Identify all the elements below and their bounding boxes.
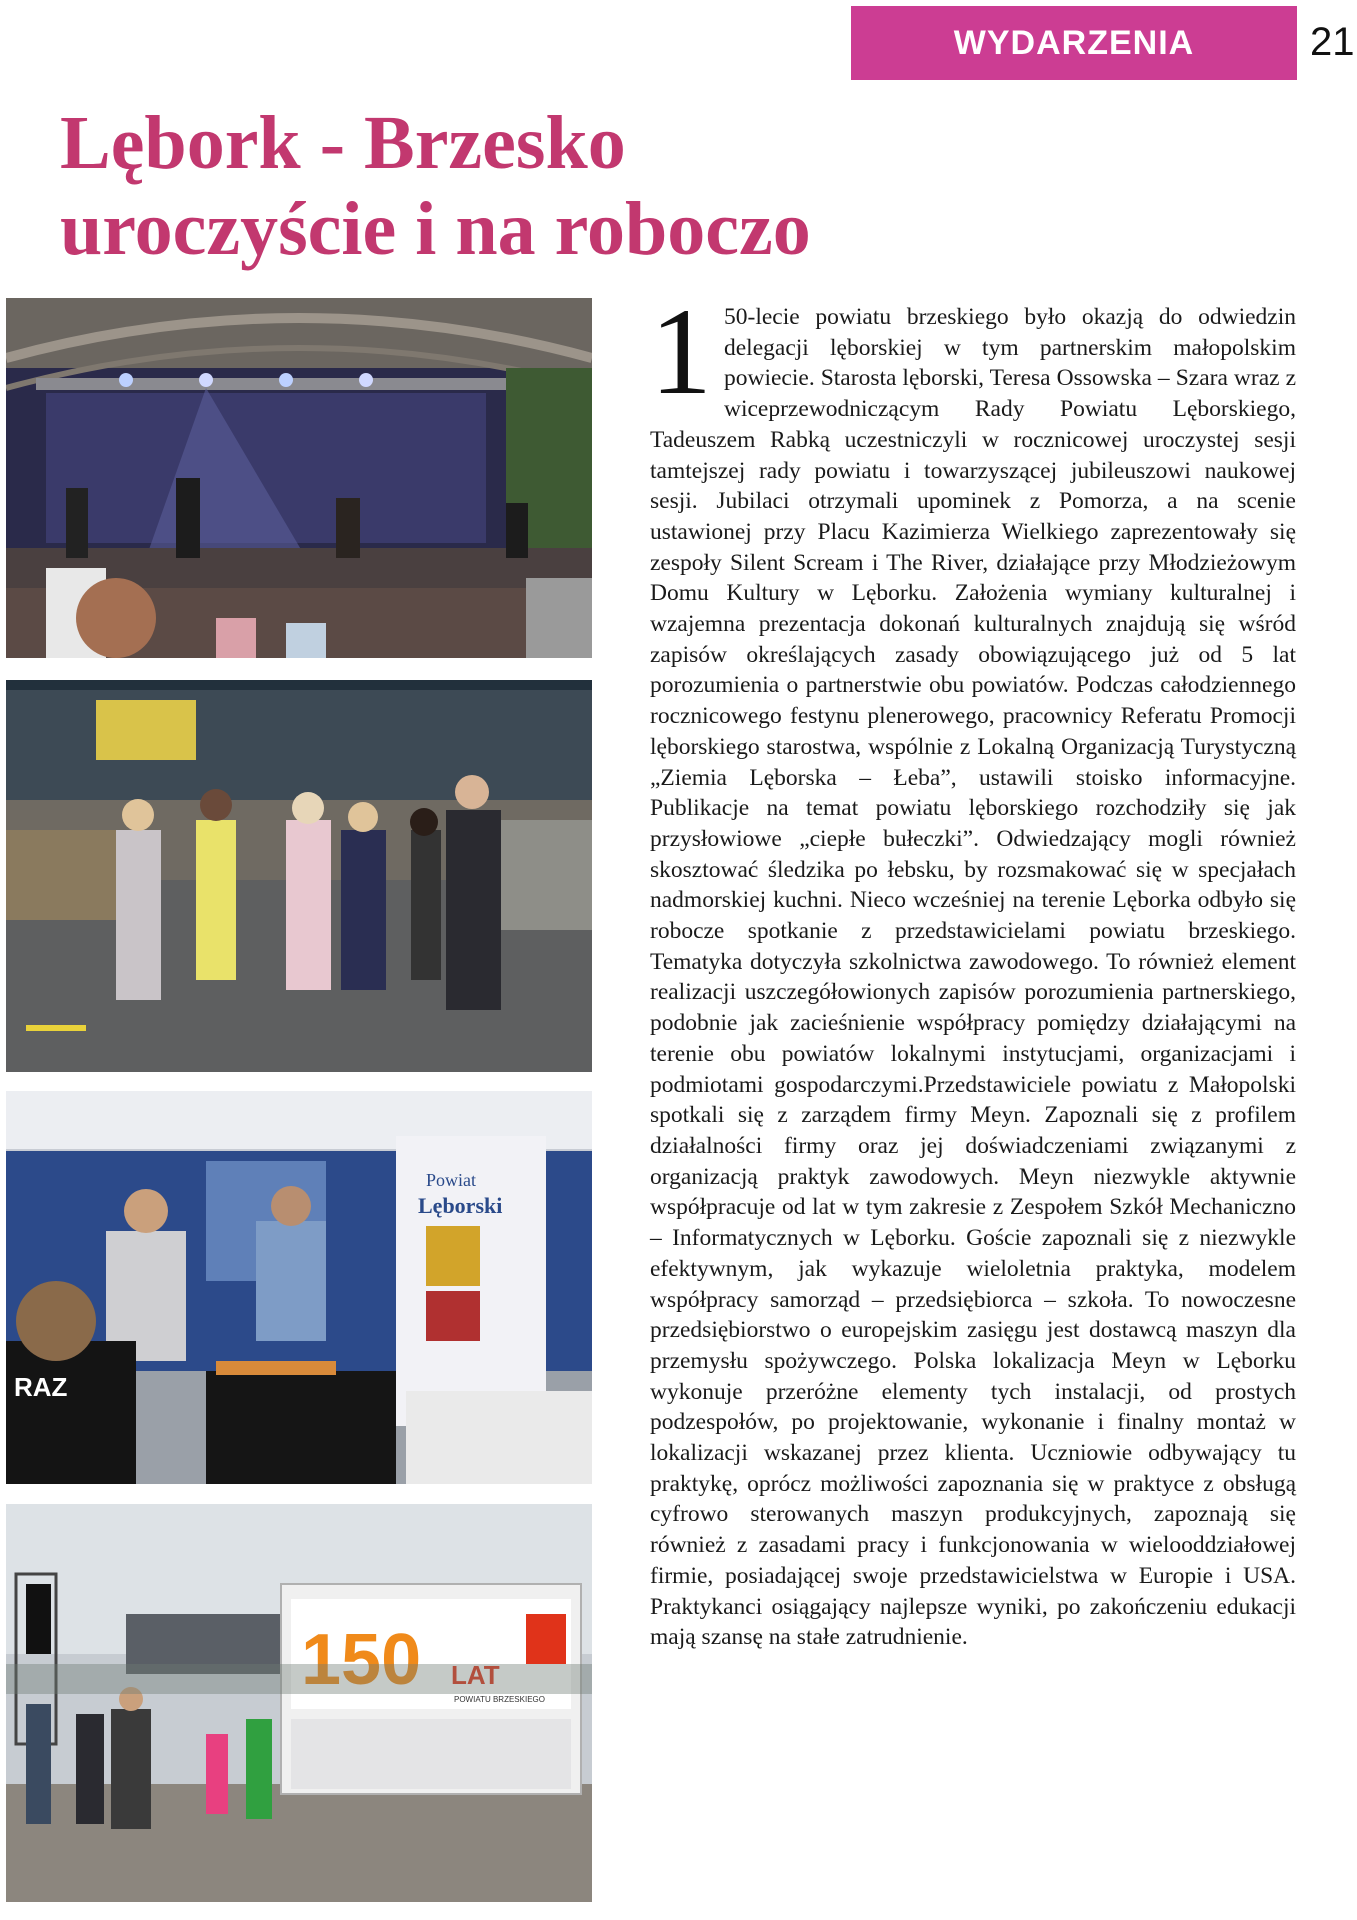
section-tab [851,6,1297,80]
title-line-1: Lębork - Brzesko [60,101,626,185]
article-body [650,283,1296,1653]
photo-factory-visit [6,680,592,1072]
page-number: 21 [1310,20,1355,64]
trailer-lat: LAT [451,1660,500,1690]
article-title [60,100,811,272]
banner-line-1: Powiat [426,1170,477,1190]
article-text: 50-lecie powiatu brzeskiego było okazją do odwiedzin delegacji lęborskiej w tym partnerskim małopolskim powiecie. Starosta lęborski, Teresa Ossowska – Szara wraz z wiceprzewodniczącym Rady Powiatu Lęborskiego, Tadeuszem Rabką uczestniczyli w rocznicowej uroczystej sesji tamtejszej rady powiatu i towarzyszącej jubileuszowi naukowej sesji. Jubilaci otrzymali upominek z Pomorza, a na scenie ustawionej przy Placu Kazimierza Wielkiego zaprezentowały się zespoły Silent Scream i The River, działające przy Młodzieżowym Domu Kultury w Lęborku. Założenia wymiany kulturalnej i wzajemna prezentacja dokonań kulturalnych znajdują się wśród zapisów określających zasady obowiązującego już od 5 lat porozumienia o partnerstwie obu powiatów. Podczas całodziennego rocznicowego festynu plenerowego, pracownicy Referatu Promocji lęborskiego starostwa, wspólnie z Lokalną Organizacją Turystyczną „Ziemia Lęborska – Łeba”, ustawili stoisko informacyjne. Publikacje na temat powiatu lęborskiego rozchodziły się jak przysłowiowe „ciepłe bułeczki”. Odwiedzający mogli również skosztować śledzika po łebsku, by rozsmakować się w specjałach nadmorskiej kuchni. Nieco wcześniej na terenie Lęborka odbyło się robocze spotkanie z przedstawicielami powiatu brzeskiego. Tematyka dotyczyła szkolnictwa zawodowego. To również element realizacji uszczegółowionych zapisów porozumienia partnerskiego, podobnie jak zacieśnienie współpracy pomiędzy działającymi na terenie obu powiatów lokalnymi instytucjami, organizacjami i podmiotami gospodarczymi.Przedstawiciele powiatu z Małopolski spotkali się z zarządem firmy Meyn. Zapoznali się z profilem działalności firmy oraz jej doświadczeniami związanymi z organizacją praktyk zawodowych. Meyn niezwykle aktywnie współpracuje od lat w tym zakresie z Zespołem Szkół Mechaniczno – Informatycznych w Lęborku. Goście zapoznali się z niezwykle efektywnym, jak wykazuje wieloletnia praktyka, modelem współpracy samorząd – przedsiębiorca – szkoła. To nowoczesne przedsiębiorstwo o europejskim zasięgu jest dostawcą maszyn dla przemysłu spożywczego. Polska lokalizacja Meyn w Lęborku wykonuje przeróżne elementy tych instalacji, od prostych podzespołów, po projektowanie, wykonanie i finalny montaż w lokalizacji wskazanej przez klienta. Uczniowie odbywający tu praktykę, oprócz możliwości zapoznania się w praktyce z obsługą cyfrowo sterowanych maszyn produkcyjnych, zapoznają się również z zasadami pracy i funkcjonowania w wielooddziałowej firmie, posiadającej swoje przedstawicielstwa w Europie i USA. Praktykanci osiągający najlepsze wyniki, po zakończeniu edukacji mają szansę na stałe zatrudnienie. [650,304,1296,1651]
trailer-subtitle: POWIATU BRZESKIEGO [454,1695,545,1704]
title-line-2: uroczyście i na roboczo [60,187,811,271]
drop-cap: 1 [650,283,712,420]
shirt-text: RAZ [14,1372,68,1402]
photo-promo-stand [6,1091,592,1484]
trailer-number: 150 [301,1620,422,1700]
section-label: WYDARZENIA [953,23,1195,62]
banner-line-2: Lęborski [418,1193,503,1218]
photo-jubilee-trailer [6,1504,592,1902]
photo-concert-stage [6,298,592,658]
